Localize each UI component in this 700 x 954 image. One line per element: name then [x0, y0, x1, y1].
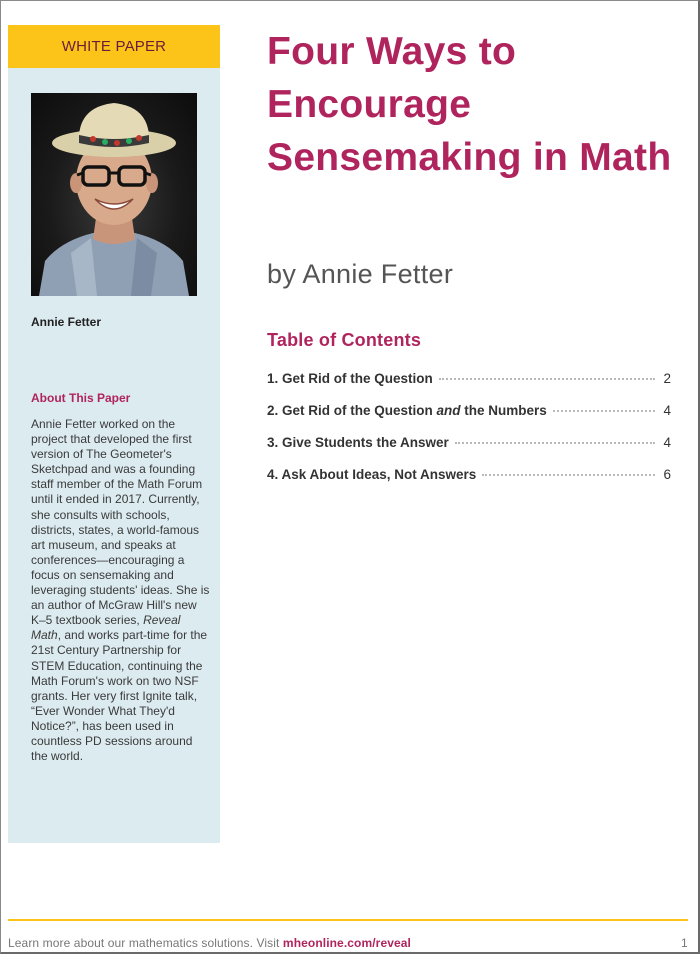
toc-entry-label	[267, 403, 547, 418]
toc-page-number: 6	[663, 467, 671, 482]
footer-rule	[8, 919, 688, 921]
toc-dot-leader	[482, 474, 655, 476]
toc-entry-label: 4. Ask About Ideas, Not Answers	[267, 467, 477, 482]
toc-page-number: 4	[663, 435, 671, 450]
author-sidebar	[8, 25, 220, 843]
author-portrait	[31, 93, 197, 296]
about-body	[31, 417, 211, 764]
toc-label-post: the Numbers	[460, 403, 547, 418]
toc-heading: Table of Contents	[267, 330, 422, 350]
toc-entry-2[interactable]	[267, 403, 671, 435]
about-text-part2: , and works part-time for the 21st Century Partnership for STEM Education, continuing the Math Forum's work on two NSF grants. Her very first Ignite talk, “Ever Wonder What They'd Notice?”, has been used in countless PD sessions around the world.	[31, 628, 208, 764]
page-title: Four Ways to Encourage Sensemaking in Math	[267, 30, 672, 179]
toc-label-italic: and	[436, 403, 461, 418]
table-of-contents	[267, 371, 671, 499]
about-text-italic: Reveal Math	[31, 613, 181, 643]
author-portrait-illustration	[31, 93, 197, 296]
toc-dot-leader	[553, 410, 656, 412]
toc-entry-4[interactable]	[267, 467, 671, 499]
toc-label-pre: 2. Get Rid of the Question	[267, 403, 437, 418]
footer-text	[8, 936, 411, 950]
portrait-caption: Annie Fetter	[31, 315, 102, 329]
page-number: 1	[681, 936, 688, 950]
toc-dot-leader	[439, 378, 656, 380]
toc-entry-label: 3. Give Students the Answer	[267, 435, 449, 450]
about-heading: About This Paper	[31, 391, 131, 405]
footer-link[interactable]: mheonline.com/reveal	[282, 936, 411, 950]
toc-page-number: 2	[663, 371, 671, 386]
toc-entry-1[interactable]	[267, 371, 671, 403]
white-paper-banner	[8, 25, 220, 68]
toc-page-number: 4	[663, 403, 671, 418]
toc-entry-3[interactable]	[267, 435, 671, 467]
footer-message: Learn more about our mathematics solutions. Visit	[8, 936, 283, 950]
byline: by Annie Fetter	[267, 259, 454, 289]
toc-dot-leader	[455, 442, 656, 444]
toc-entry-label: 1. Get Rid of the Question	[267, 371, 433, 386]
about-text-part1: Annie Fetter worked on the project that developed the first version of The Geometer's Sketchpad and was a founding staff member of the Math Forum until it ended in 2017. Currently, she consults with schools, districts, states, a world-famous art museum, and speaks at conferences—encouraging a focus on sensemaking and leveraging students' ideas. She is an author of McGraw Hill's new K–5 textbook series,	[31, 417, 210, 628]
banner-label: WHITE PAPER	[61, 38, 167, 55]
